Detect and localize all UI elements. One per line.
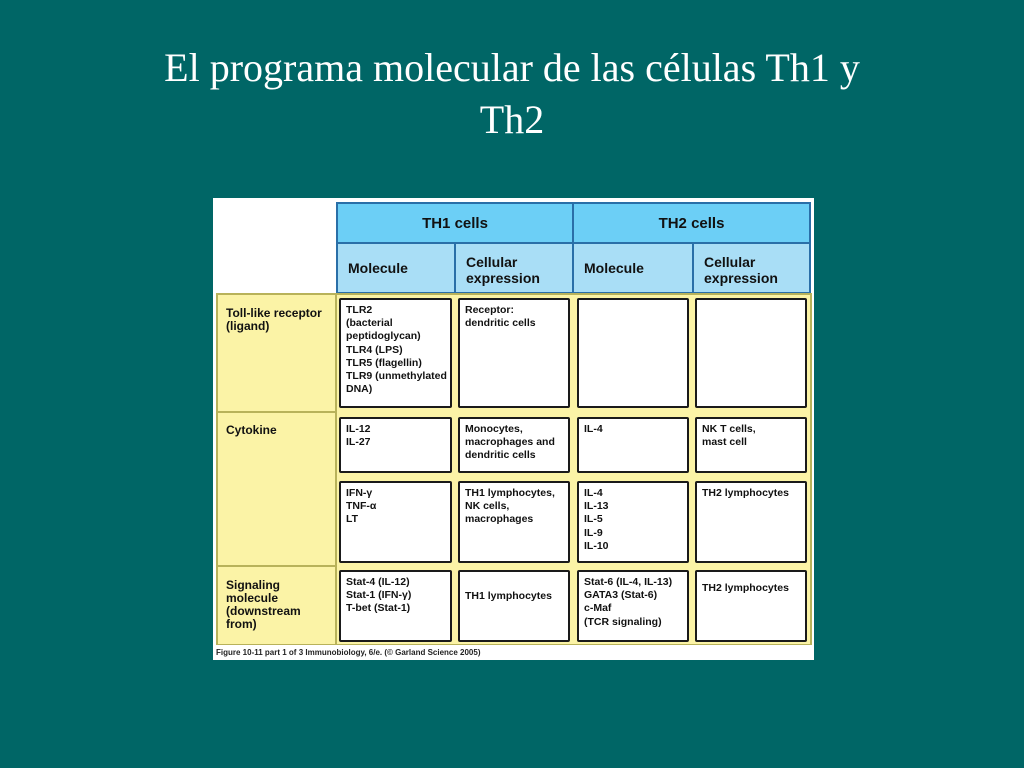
slide-title-line-1: El programa molecular de las células Th1 y [164,45,860,90]
cell-tlr-th1-molecule: TLR2 (bacterial peptidoglycan) TLR4 (LPS) TLR5 (flagellin) TLR9 (unmethylated DNA) [339,298,452,408]
slide-title-line-2: Th2 [479,97,545,142]
cell-cytokine-th2-molecule: IL-4 [577,417,689,473]
cell-cytokine-produced-th1-expression: TH1 lymphocytes, NK cells, macrophages [458,481,570,563]
cell-tlr-th2-expression [695,298,807,408]
cell-signaling-th2-molecule: Stat-6 (IL-4, IL-13) GATA3 (Stat-6) c-Maf (TCR signaling) [577,570,689,642]
row-label-cytokine: Cytokine [226,423,277,437]
cell-cytokine-produced-th2-molecule: IL-4 IL-13 IL-5 IL-9 IL-10 [577,481,689,563]
cell-cytokine-th1-molecule: IL-12 IL-27 [339,417,452,473]
th2-cells-header: TH2 cells [572,202,811,244]
cell-cytokine-produced-th2-expression: TH2 lymphocytes [695,481,807,563]
cell-tlr-th2-molecule [577,298,689,408]
th1-cells-header: TH1 cells [336,202,574,244]
cell-tlr-th1-expression: Receptor: dendritic cells [458,298,570,408]
slide-title [60,42,964,146]
cell-cytokine-produced-th1-molecule: IFN-γ TNF-α LT [339,481,452,563]
figure-caption: Figure 10-11 part 1 of 3 Immunobiology, 6/e. (© Garland Science 2005) [213,645,814,660]
th2-cellular-expression-header: Cellular expression [692,242,811,294]
th1-cellular-expression-header: Cellular expression [454,242,574,294]
row-label-toll-like-receptor: Toll-like receptor (ligand) [226,306,322,333]
cell-signaling-th2-expression: TH2 lymphocytes [695,570,807,642]
cell-signaling-th1-expression: TH1 lymphocytes [458,570,570,642]
cell-cytokine-th2-expression: NK T cells, mast cell [695,417,807,473]
row-label-signaling-molecule: Signaling molecule (downstream from) [226,578,301,631]
row-divider [216,411,336,413]
cell-cytokine-th1-expression: Monocytes, macrophages and dendritic cells [458,417,570,473]
th1-th2-figure [213,198,814,660]
row-divider [216,565,336,567]
th2-molecule-header: Molecule [572,242,694,294]
cell-signaling-th1-molecule: Stat-4 (IL-12) Stat-1 (IFN-γ) T-bet (Stat-1) [339,570,452,642]
th1-molecule-header: Molecule [336,242,456,294]
